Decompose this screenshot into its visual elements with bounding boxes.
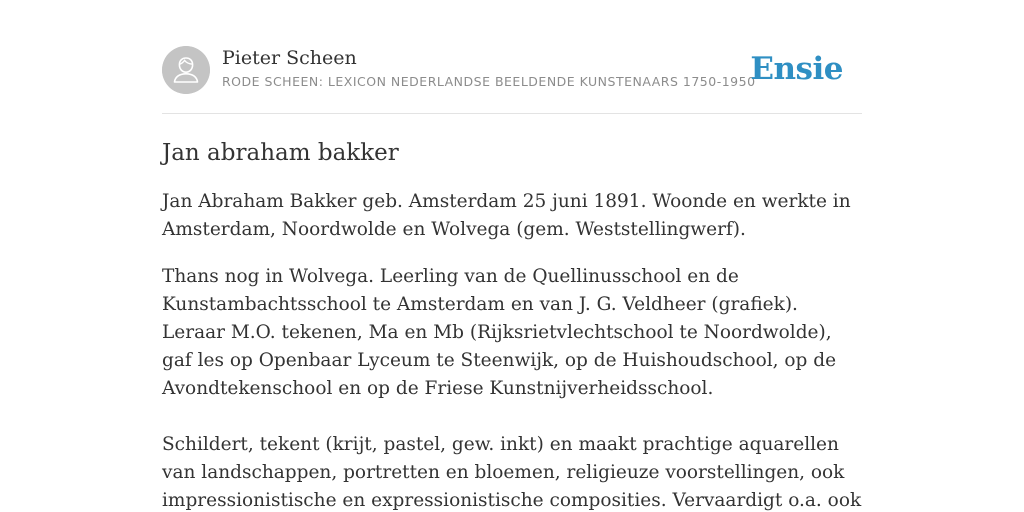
author-header [162,46,862,114]
user-icon [162,46,210,94]
page-title: Jan abraham bakker [162,140,399,166]
article [162,137,862,512]
avatar[interactable] [162,46,210,94]
article-paragraph: Thans nog in Wolvega. Leerling van de Quellinusschool en de Kunstambachtsschool te Amsterdam en van J. G. Veldheer (grafiek). Leraar M.O. tekenen, Ma en Mb (Rijksrietvlechtschool te Noordwolde), gaf les op Openbaar Lyceum te Steenwijk, op de Huishoudschool, op de Avondtekenschool en op de Friese Kunstnijverheidsschool. [162,266,837,399]
article-paragraph: Schildert, tekent (krijt, pastel, gew. inkt) en maakt prachtige aquarellen van landschappen, portretten en bloemen, religieuze voorstellingen, ook impressionistische en expressionistische composities. Vervaardigt o.a. ook [162,434,862,511]
ensie-logo[interactable]: Ensie [750,51,843,87]
article-paragraph: Jan Abraham Bakker geb. Amsterdam 25 juni 1891. Woonde en werkte in Amsterdam, Noordwolde en Wolvega (gem. Weststellingwerf). [162,191,851,240]
source-title: RODE SCHEEN: LEXICON NEDERLANDSE BEELDENDE KUNSTENAARS 1750-1950 [222,74,756,89]
author-name[interactable]: Pieter Scheen [222,47,357,69]
